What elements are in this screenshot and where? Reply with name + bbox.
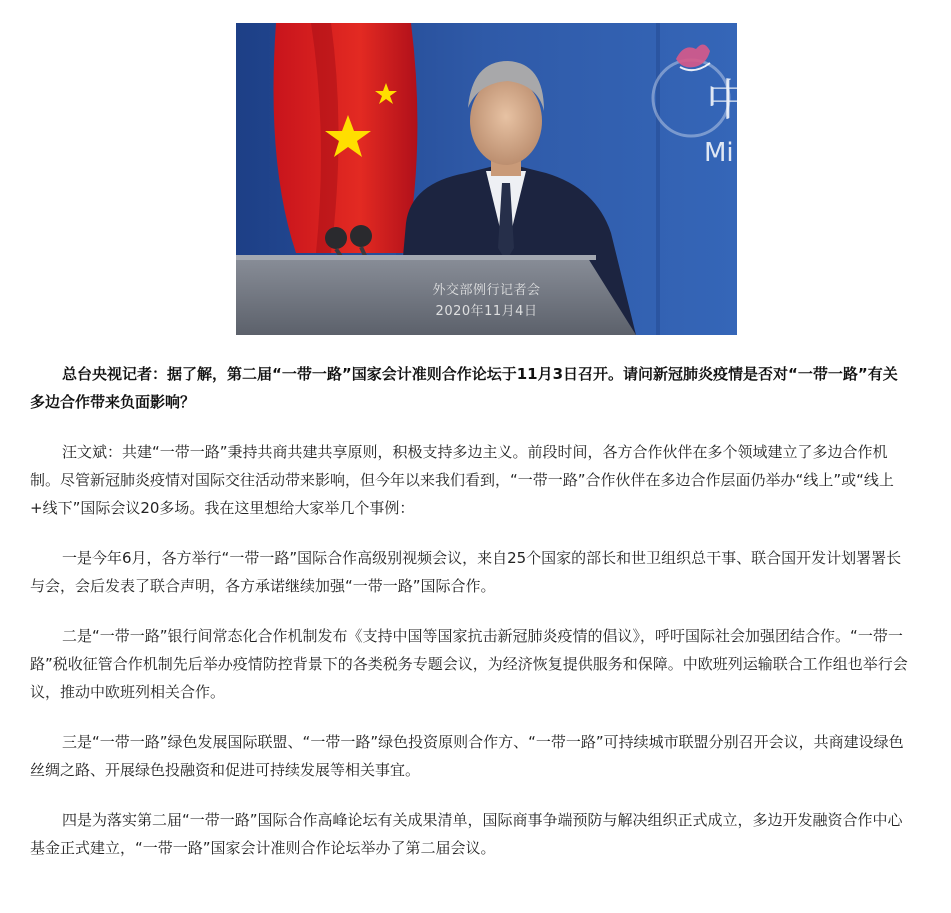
answer-paragraph-5: 四是为落实第二届“一带一路”国际合作高峰论坛有关成果清单，国际商事争端预防与解决组织正式成立，多边开发融资合作中心基金正式建立，“一带一路”国家会计准则合作论坛举办了第二届会议。	[30, 811, 903, 857]
answer-paragraph-2: 一是今年6月，各方举行“一带一路”国际合作高级别视频会议，来自25个国家的部长和世卫组织总干事、联合国开发计划署署长与会，会后发表了联合声明，各方承诺继续加强“一带一路”国际合作。	[30, 549, 902, 595]
backdrop-text-2: Mi	[704, 138, 734, 168]
answer-paragraph-1: 汪文斌：共建“一带一路”秉持共商共建共享原则，积极支持多边主义。前段时间，各方合作伙伴在多个领域建立了多边合作机制。尽管新冠肺炎疫情对国际交往活动带来影响，但今年以来我们看到，“一带一路”合作伙伴在多边合作层面仍举办“线上”或“线上+线下”国际会议20多场。我在这里想给大家举几个事例：	[30, 443, 894, 517]
reporter-question: 总台央视记者：据了解，第二届“一带一路”国家会计准则合作论坛于11月3日召开。请问新冠肺炎疫情是否对“一带一路”有关多边合作带来负面影响？	[30, 365, 898, 411]
answer-paragraph-4: 三是“一带一路”绿色发展国际联盟、“一带一路”绿色投资原则合作方、“一带一路”可持续城市联盟分别召开会议，共商建设绿色丝绸之路、开展绿色投融资和促进可持续发展等相关事宜。	[30, 733, 904, 779]
backdrop-text-1: 中	[706, 75, 750, 126]
article-body	[30, 360, 910, 884]
photo-caption-title: 外交部例行记者会	[432, 283, 541, 298]
press-conference-photo	[236, 23, 750, 335]
answer-paragraph-3: 二是“一带一路”银行间常态化合作机制发布《支持中国等国家抗击新冠肺炎疫情的倡议》，呼吁国际社会加强团结合作。“一带一路”税收征管合作机制先后举办疫情防控背景下的各类税务专题会议，为经济恢复提供服务和保障。中欧班列运输联合工作组也举行会议，推动中欧班列相关合作。	[30, 627, 908, 701]
photo-caption-date: 2020年11月4日	[435, 304, 538, 319]
